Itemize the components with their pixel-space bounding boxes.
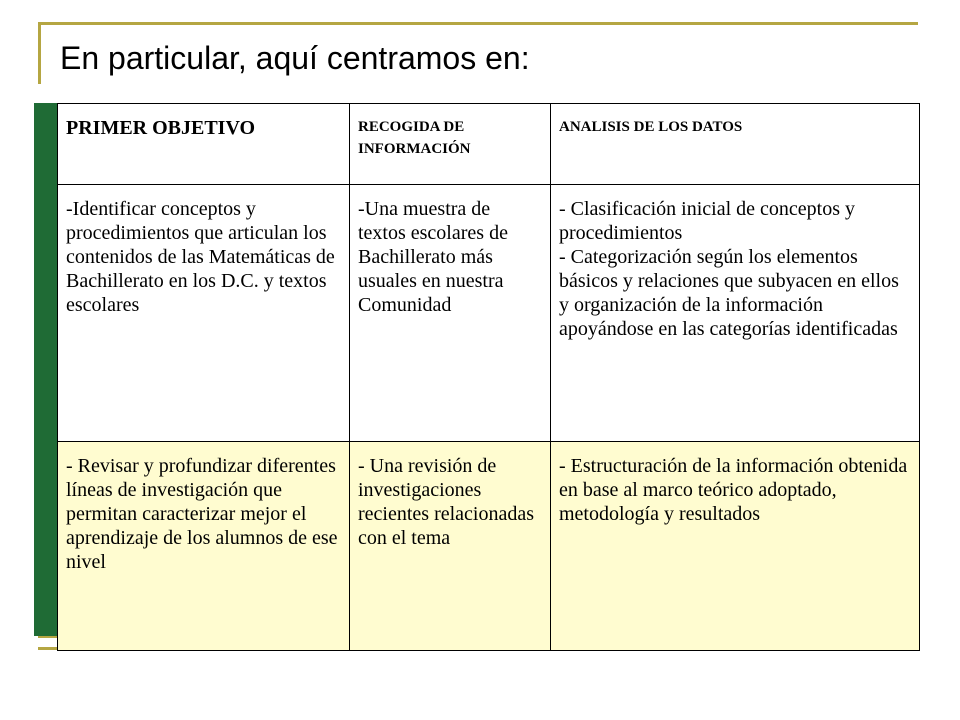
header-recogida-informacion: RECOGIDA DE INFORMACIÓN (350, 104, 551, 185)
table-cell-analisis: - Clasificación inicial de conceptos y procedimientos - Categorización según los elementos básicos y relaciones que subyacen en ellos y organización de la información apoyándose en las categorías identificadas (551, 185, 920, 442)
objectives-table (57, 103, 920, 651)
table-cell-analisis: - Estructuración de la información obtenida en base al marco teórico adoptado, metodología y resultados (551, 442, 920, 651)
decorative-left-line (38, 22, 41, 84)
header-primer-objetivo: PRIMER OBJETIVO (58, 104, 350, 185)
table-cell-recogida: -Una muestra de textos escolares de Bachillerato más usuales en nuestra Comunidad (350, 185, 551, 442)
table-cell-recogida: - Una revisión de investigaciones recientes relacionadas con el tema (350, 442, 551, 651)
table-row (58, 185, 920, 442)
header-analisis-datos: ANALISIS DE LOS DATOS (551, 104, 920, 185)
table-header-row (58, 104, 920, 185)
decorative-side-bar (34, 103, 58, 636)
decorative-top-line (38, 22, 918, 25)
slide-title: En particular, aquí centramos en: (60, 40, 530, 76)
table-cell-objetivo: -Identificar conceptos y procedimientos que articulan los contenidos de las Matemáticas de Bachillerato en los D.C. y textos escolares (58, 185, 350, 442)
table-row (58, 442, 920, 651)
table-cell-objetivo: - Revisar y profundizar diferentes líneas de investigación que permitan caracterizar mejor el aprendizaje de los alumnos de ese nivel (58, 442, 350, 651)
